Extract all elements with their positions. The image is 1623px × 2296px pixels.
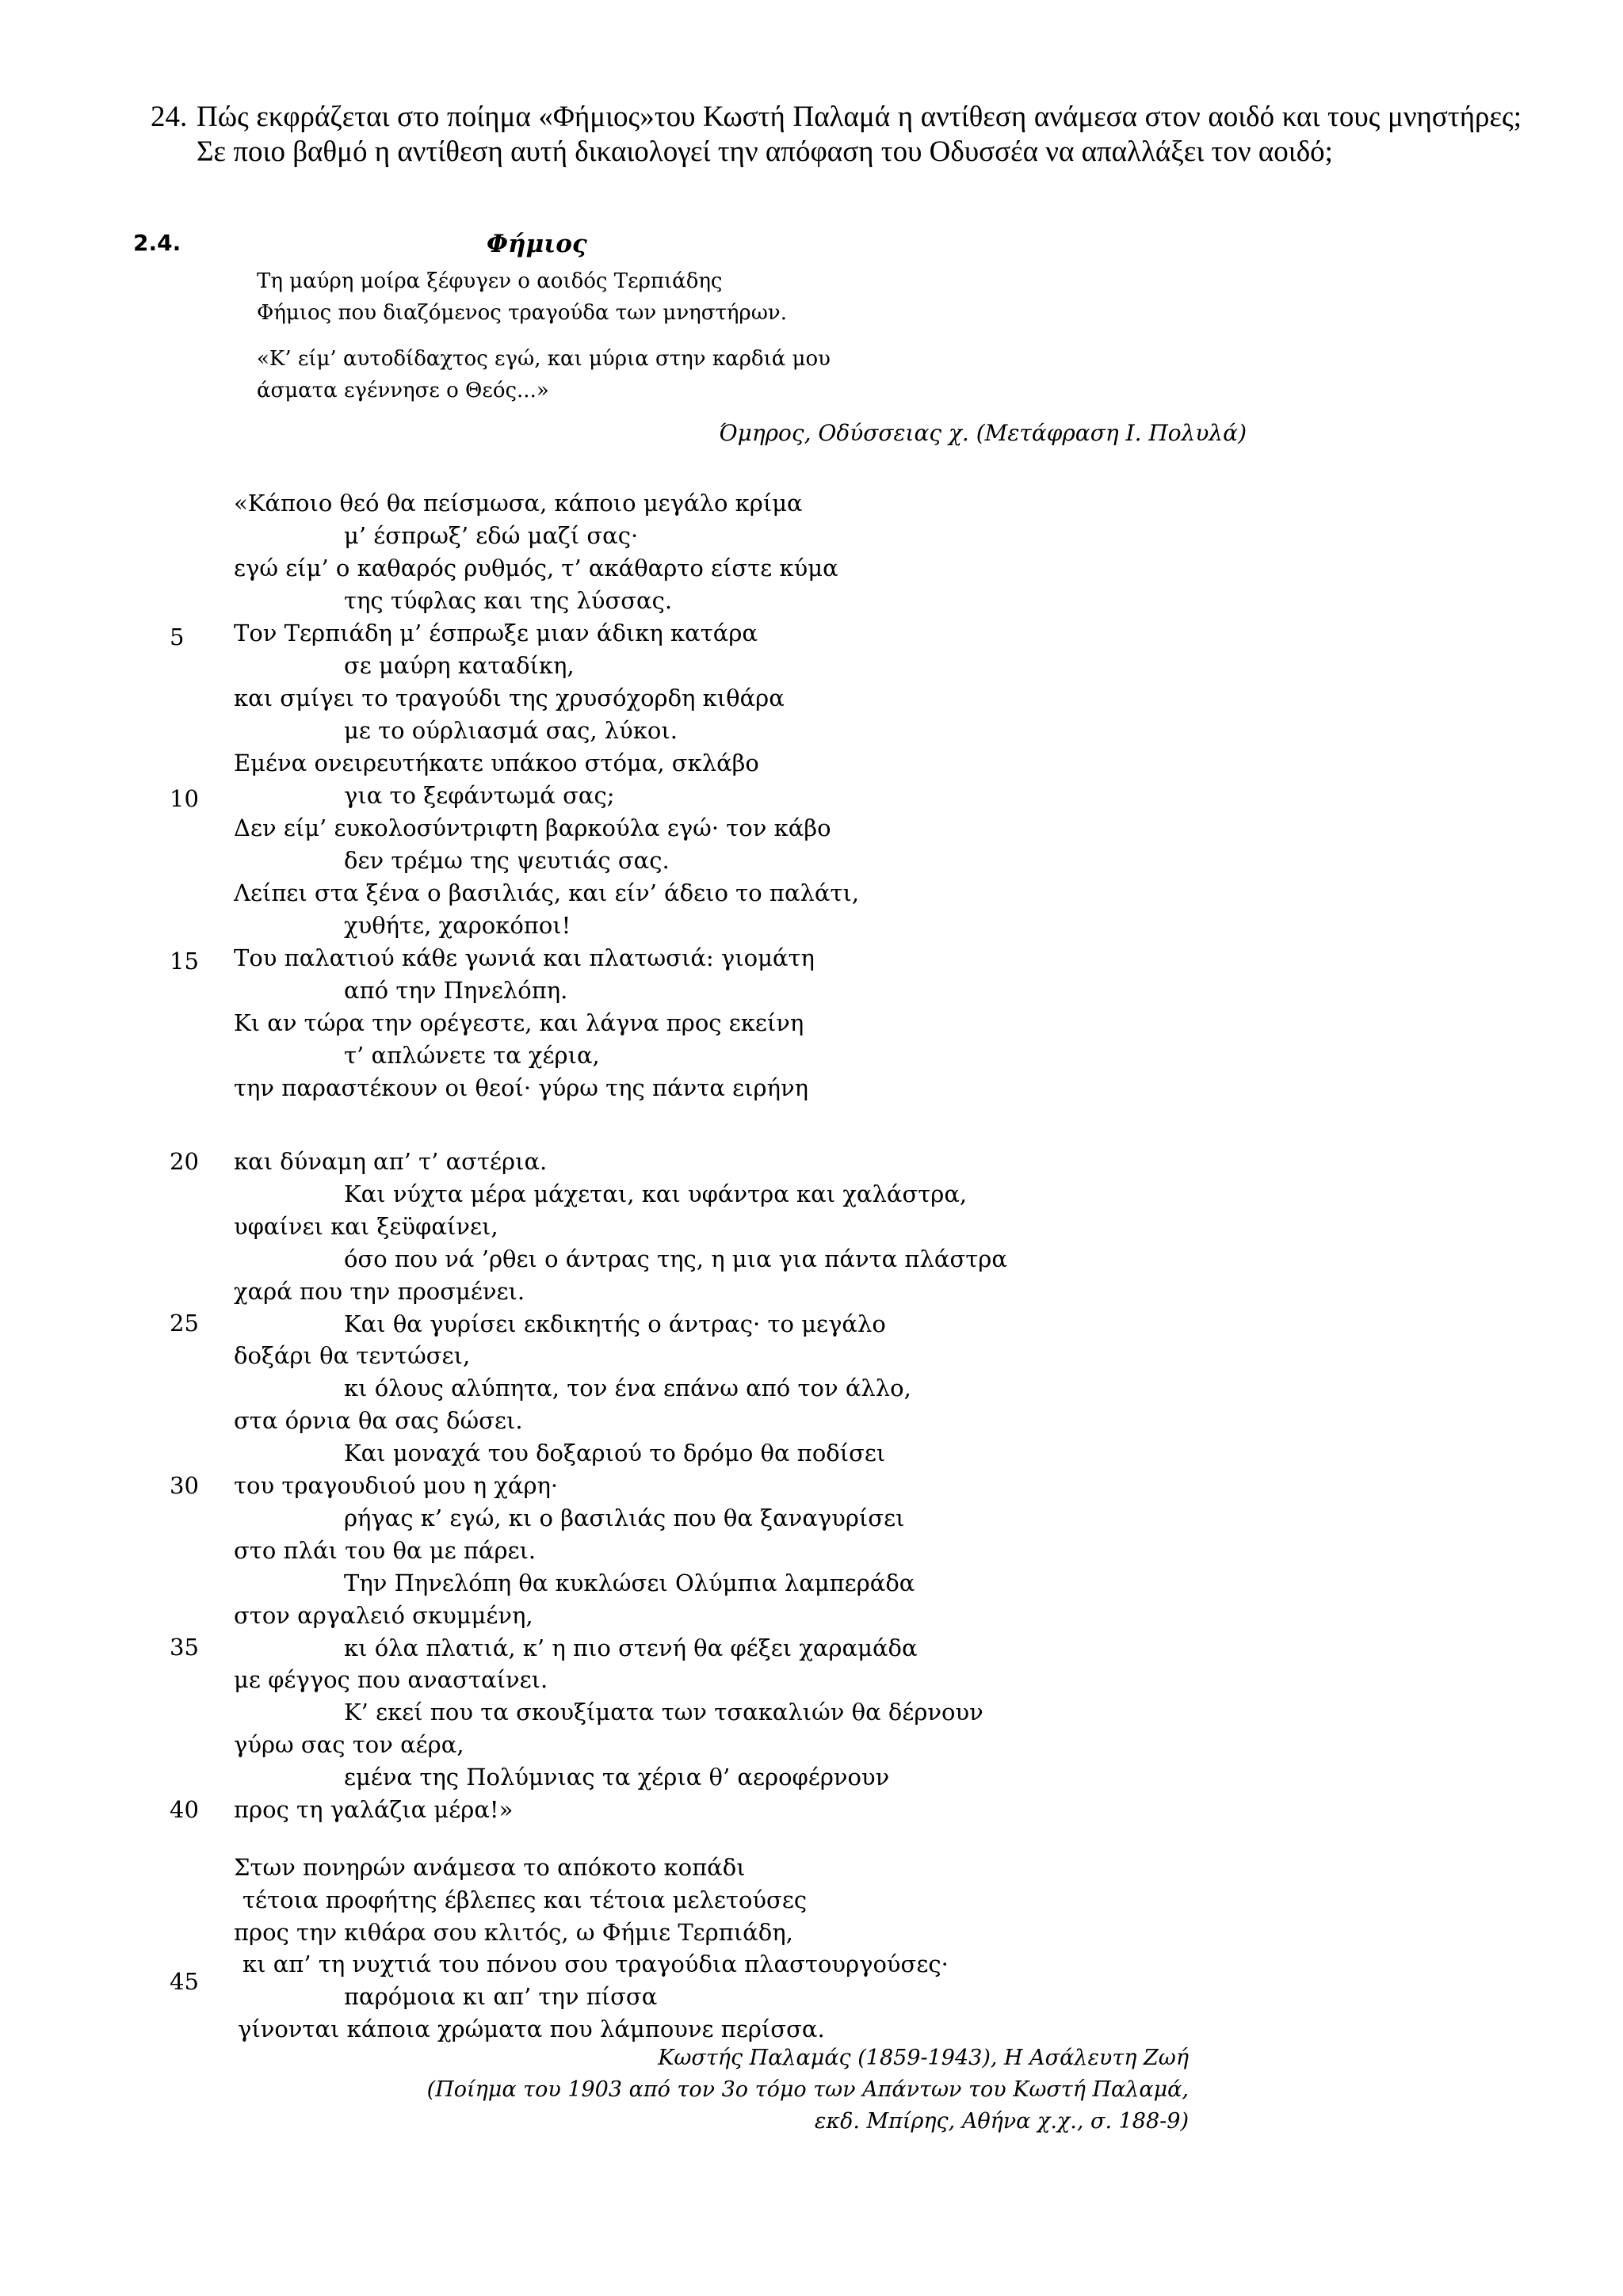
credit-line: Κωστής Παλαμάς (1859-1943), Η Ασάλευτη Ζωή — [658, 2046, 1189, 2070]
poem-line: Κ’ εκεί που τα σκουξίματα των τσακαλιών θα δέρνουν — [344, 1699, 983, 1726]
line-number: 15 — [170, 948, 199, 974]
poem-line: με φέγγος που ανασταίνει. — [234, 1666, 548, 1694]
poem-line: της τύφλας και της λύσσας. — [344, 587, 673, 614]
question-number: 24. — [151, 101, 188, 133]
poem-line: Και μοναχά του δοξαριού το δρόμο θα ποδίσει — [344, 1440, 886, 1467]
credit-line: εκδ. Μπίρης, Αθήνα χ.χ., σ. 188-9) — [814, 2109, 1189, 2134]
epigraph-source: Όμηρος, Οδύσσειας χ. (Μετάφραση Ι. Πολυλά) — [719, 420, 1247, 446]
line-number: 10 — [170, 785, 199, 812]
poem-line: Εμένα ονειρευτήκατε υπάκοο στόμα, σκλάβο — [234, 749, 759, 776]
poem-line: υφαίνει και ξεϋφαίνει, — [234, 1212, 498, 1240]
poem-line: δεν τρέμω της ψευτιάς σας. — [344, 847, 670, 874]
epigraph-line: Φήμιος που διαζόμενος τραγούδα των μνηστήρων. — [257, 301, 787, 325]
poem-line: κι όλα πλατιά, κ’ η πιο στενή θα φέξει χαραμάδα — [344, 1634, 918, 1661]
poem-line: με το ούρλιασμά σας, λύκοι. — [344, 717, 678, 744]
poem-line: γίνονται κάποια χρώματα που λάμπουνε περίσσα. — [238, 2016, 825, 2042]
epigraph-line: άσματα εγέννησε ο Θεός...» — [257, 379, 549, 402]
poem-line: προς την κιθάρα σου κλιτός, ω Φήμιε Τερπιάδη, — [234, 1918, 793, 1946]
poem-line: Στων πονηρών ανάμεσα το απόκοτο κοπάδι — [234, 1854, 746, 1881]
poem-line: ρήγας κ’ εγώ, κι ο βασιλιάς που θα ξαναγυρίσει — [344, 1504, 905, 1531]
line-number: 20 — [170, 1148, 199, 1175]
poem-line: στο πλάι του θα με πάρει. — [234, 1536, 537, 1564]
line-number: 35 — [170, 1634, 199, 1661]
poem-line: και σμίγει το τραγούδι της χρυσόχορδη κιθάρα — [234, 685, 785, 711]
question-text: Πώς εκφράζεται στο ποίημα «Φήμιος»του Κωστή Παλαμά η αντίθεση ανάμεσα στον αοιδό και τους μνηστήρες; Σε ποιο βαθμό η αντίθεση αυτή δικαιολογεί την απόφαση του Οδυσσέα να απαλλάξει τον αοιδό; — [197, 101, 1522, 168]
epigraph-line: «Κ’ είμ’ αυτοδίδαχτος εγώ, και μύρια στην καρδιά μου — [257, 347, 831, 371]
poem-line: Και νύχτα μέρα μάχεται, και υφάντρα και χαλάστρα, — [344, 1180, 968, 1207]
line-number: 30 — [170, 1472, 199, 1499]
poem-line: Τον Τερπιάδη μ’ έσπρωξε μιαν άδικη κατάρα — [234, 620, 758, 646]
line-number: 5 — [170, 624, 185, 650]
poem-line: γύρω σας τον αέρα, — [234, 1731, 464, 1759]
question-24 — [151, 100, 1522, 170]
poem-line: παρόμοια κι απ’ την πίσσα — [344, 1983, 658, 2011]
epigraph-line: Τη μαύρη μοίρα ξέφυγεν ο αοιδός Τερπιάδης — [257, 269, 723, 293]
poem-line: εμένα της Πολύμνιας τα χέρια θ’ αεροφέρνουν — [344, 1764, 890, 1791]
poem-line: για το ξεφάντωμά σας; — [344, 782, 615, 809]
poem-line: δοξάρι θα τεντώσει, — [234, 1342, 471, 1370]
poem-line: χαρά που την προσμένει. — [234, 1277, 525, 1305]
poem-line: Την Πηνελόπη θα κυκλώσει Ολύμπια λαμπεράδα — [344, 1569, 915, 1596]
poem-line: όσο που νά ’ρθει ο άντρας της, η μια για πάντα πλάστρα — [344, 1245, 1007, 1272]
poem-line: προς τη γαλάζια μέρα!» — [234, 1796, 514, 1823]
poem-line: τ’ απλώνετε τα χέρια, — [344, 1042, 600, 1069]
poem-line: εγώ είμ’ ο καθαρός ρυθμός, τ’ ακάθαρτο είστε κύμα — [234, 555, 838, 582]
poem-line: και δύναμη απ’ τ’ αστέρια. — [234, 1148, 548, 1175]
poem-line: στον αργαλειό σκυμμένη, — [234, 1601, 533, 1629]
poem-line: κι όλους αλύπητα, τον ένα επάνω από τον άλλο, — [344, 1375, 911, 1402]
poem-line: σε μαύρη καταδίκη, — [344, 652, 575, 679]
poem-line: μ’ έσπρωξ’ εδώ μαζί σας· — [344, 522, 639, 549]
poem-line: χυθήτε, χαροκόποι! — [344, 912, 571, 939]
line-number: 25 — [170, 1310, 199, 1337]
line-number: 40 — [170, 1796, 199, 1823]
line-number: 45 — [170, 1968, 199, 1995]
poem-title: Φήμιος — [487, 230, 587, 258]
poem-line: κι απ’ τη νυχτιά του πόνου σου τραγούδια πλαστουργούσες· — [242, 1951, 949, 1978]
poem-line: από την Πηνελόπη. — [344, 977, 568, 1004]
poem-line: τέτοια προφήτης έβλεπες και τέτοια μελετούσες — [242, 1886, 808, 1913]
section-label: 2.4. — [133, 230, 181, 256]
poem-line: Δεν είμ’ ευκολοσύντριφτη βαρκούλα εγώ· τον κάβο — [234, 814, 831, 841]
poem-line: Του παλατιού κάθε γωνιά και πλατωσιά: γιομάτη — [234, 944, 815, 971]
poem-line: Και θα γυρίσει εκδικητής ο άντρας· το μεγάλο — [344, 1310, 886, 1337]
poem-line: Κι αν τώρα την ορέγεστε, και λάγνα προς εκείνη — [234, 1009, 804, 1036]
poem-line: στα όρνια θα σας δώσει. — [234, 1407, 523, 1435]
poem-line: Λείπει στα ξένα ο βασιλιάς, και είν’ άδειο το παλάτι, — [234, 879, 860, 906]
poem-line: την παραστέκουν οι θεοί· γύρω της πάντα ειρήνη — [234, 1074, 808, 1101]
poem-line: του τραγουδιού μου η χάρη· — [234, 1472, 559, 1499]
poem-line: «Κάποιο θεό θα πείσμωσα, κάποιο μεγάλο κρίμα — [234, 490, 803, 517]
credit-line: (Ποίημα του 1903 από τον 3ο τόμο των Απάντων του Κωστή Παλαμά, — [426, 2077, 1189, 2102]
